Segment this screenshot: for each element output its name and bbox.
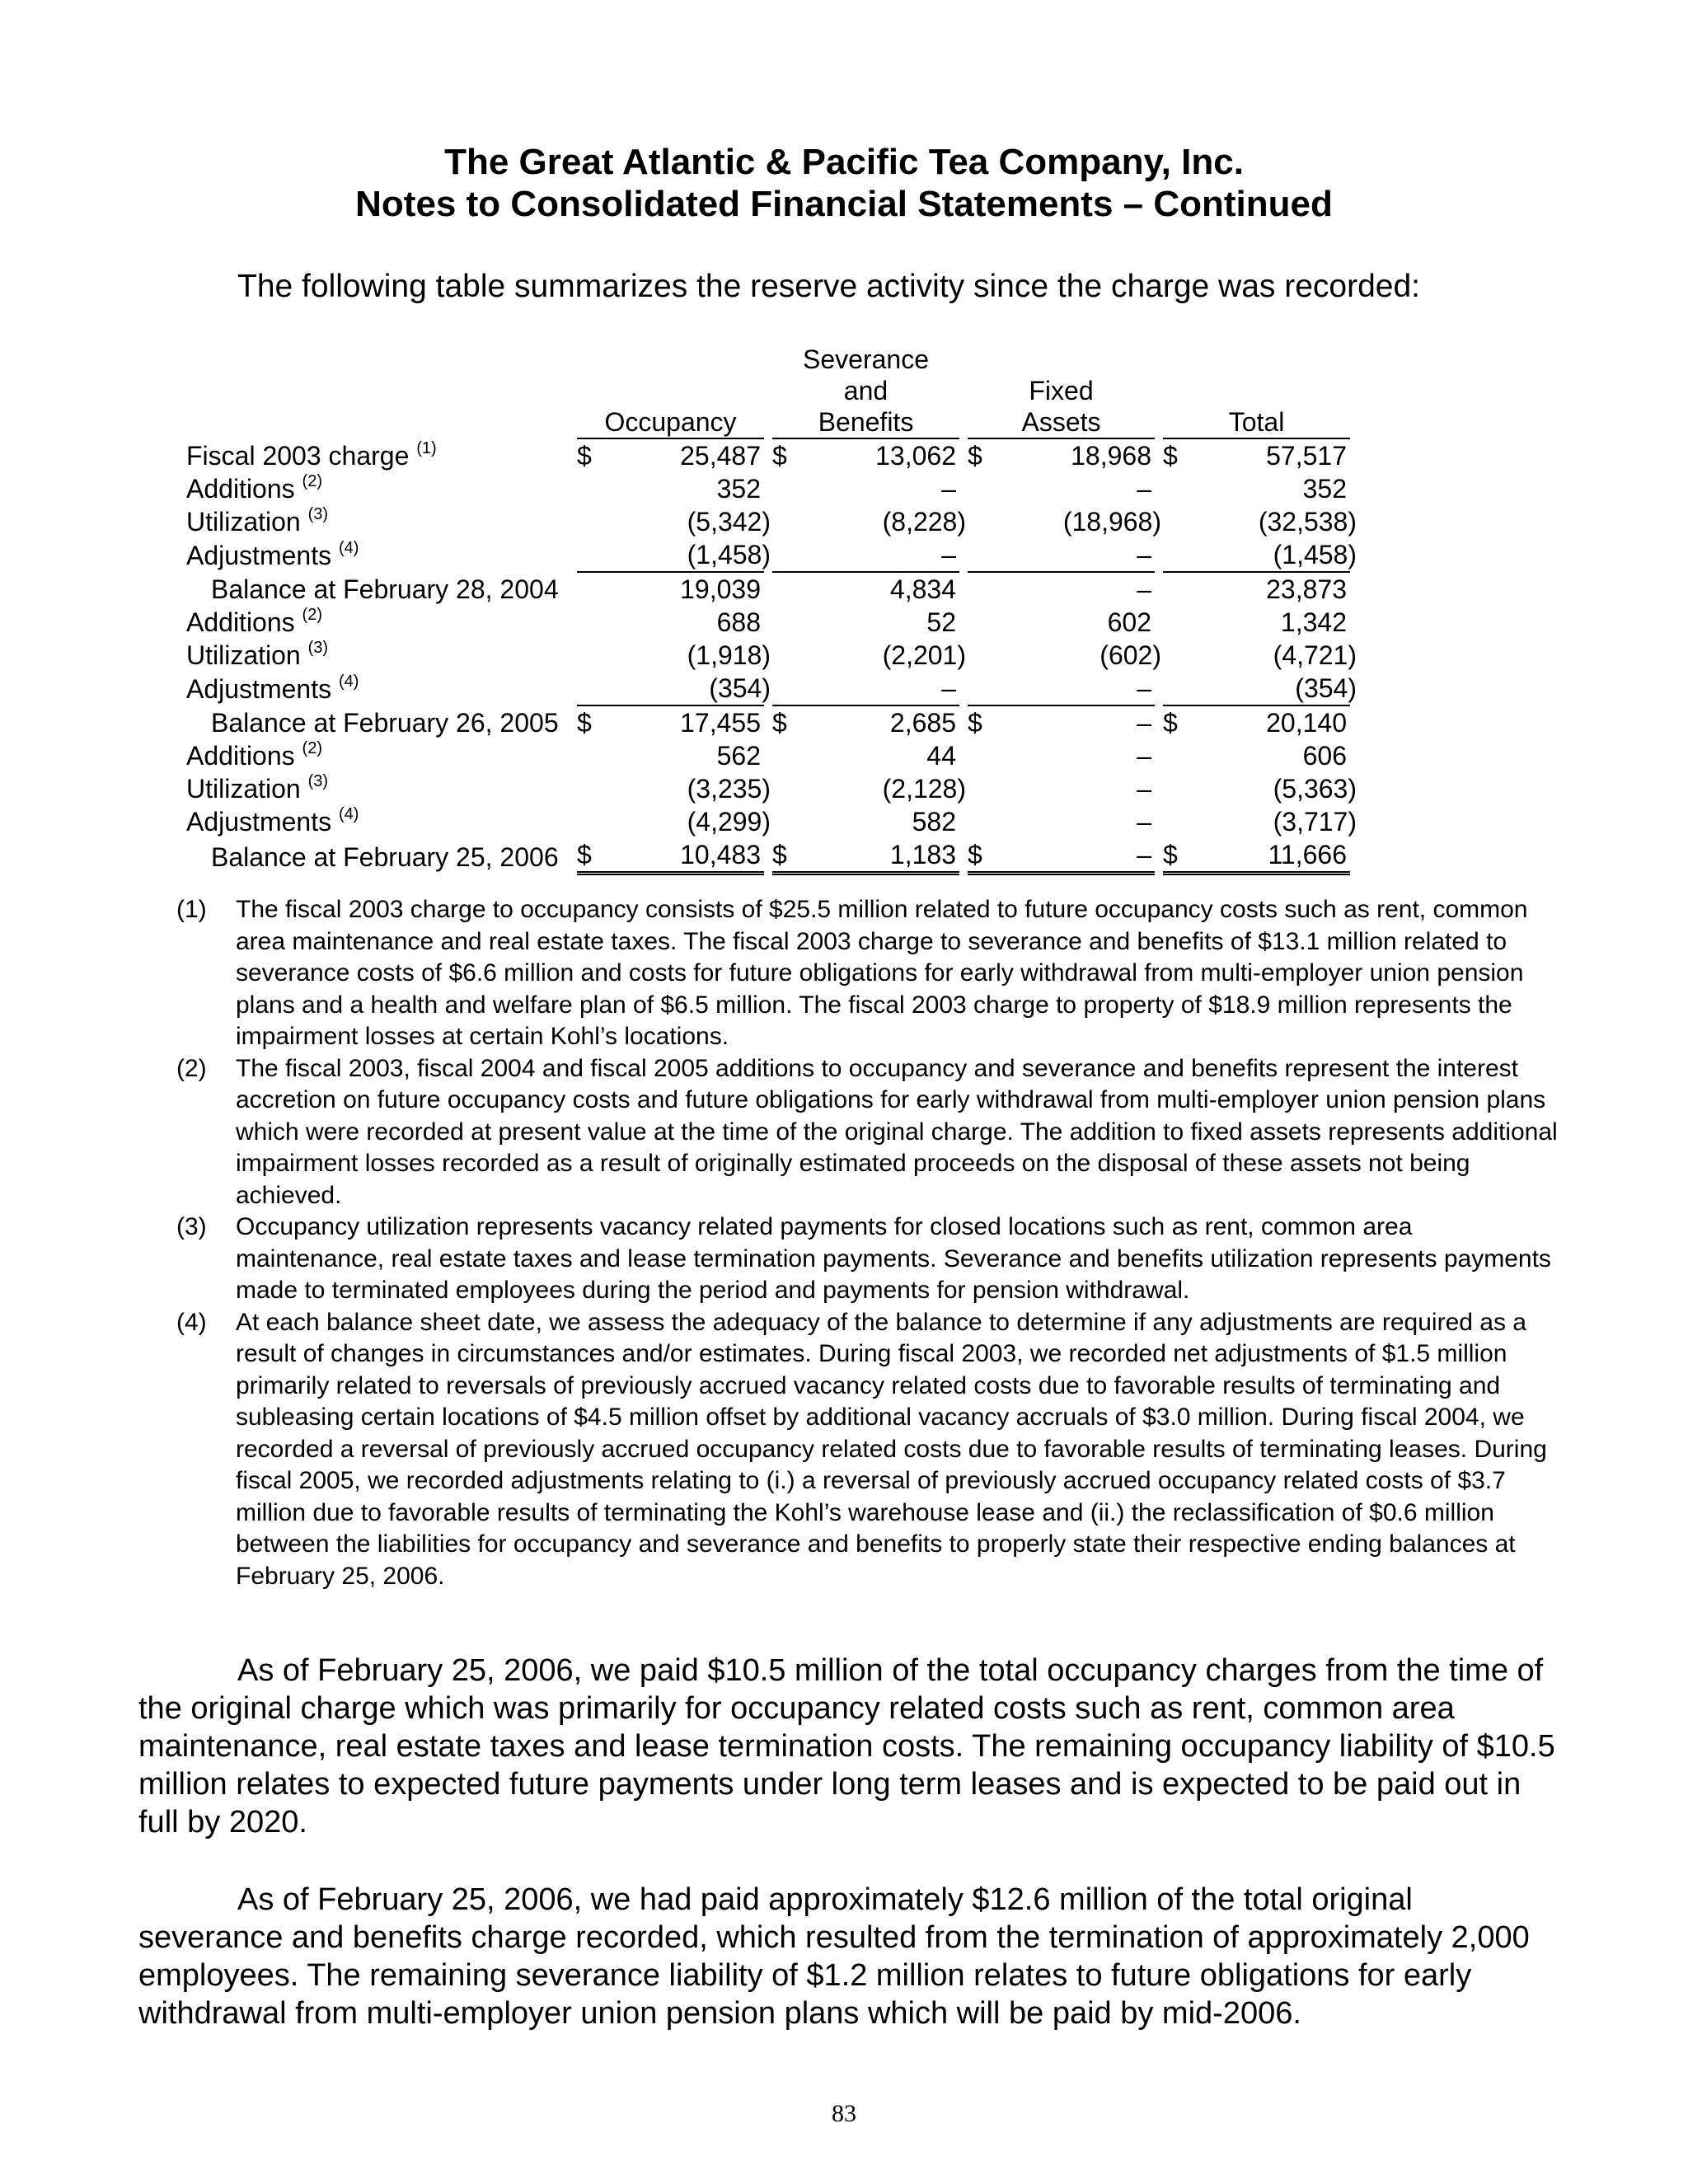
header-assets: Assets: [1021, 407, 1101, 437]
table-row: [186, 438, 1350, 472]
currency-symbol: $: [772, 840, 787, 869]
table-row: [186, 472, 1350, 505]
footnote-text: The fiscal 2003 charge to occupancy consists of $25.5 million related to future occupancy costs such as rent, common area maintenance and real estate taxes. The fiscal 2003 charge to severance and benefits of $13.1 million related to severance costs of $6.6 million and costs for future obligations for early withdrawal from multi-employer union pension plans and a health and welfare plan of $6.5 million. The fiscal 2003 charge to property of $18.9 million represents the impairment losses at certain Kohl’s locations.: [236, 896, 1528, 1050]
row-label: Balance at February 26, 2005: [211, 708, 559, 738]
footnotes: [176, 894, 1561, 1592]
footnote-item: [176, 1307, 1561, 1593]
cell-value: 57,517: [1266, 441, 1347, 471]
footnote-text: The fiscal 2003, fiscal 2004 and fiscal 2005 additions to occupancy and severance and benefits represent the interest accretion on future occupancy costs and future obligations for early withdrawal from multi-employer union pension plans which were recorded at present value at the time of the original charge. The addition to fixed assets represents additional impairment losses recorded as a result of originally estimated proceeds on the disposal of these assets not being achieved.: [236, 1054, 1558, 1209]
footnote-ref: (2): [302, 472, 322, 490]
footnote-text: Occupancy utilization represents vacancy related payments for closed locations such as rent, common area maintenance, real estate taxes and lease termination payments. Severance and benefits utilization represents payments made to terminated employees during the period and payments for pension withdrawal.: [236, 1213, 1551, 1304]
currency-symbol: $: [577, 708, 592, 738]
table-row: [186, 505, 1350, 538]
currency-symbol: $: [772, 708, 787, 738]
table-intro: The following table summarizes the reserve activity since the charge was recorded:: [237, 269, 1420, 304]
table-row: [186, 672, 1350, 705]
table-row: [186, 538, 1350, 572]
footnote-ref: (4): [338, 673, 359, 691]
header-severance-2: and: [843, 376, 889, 405]
currency-symbol: $: [577, 840, 592, 869]
table-row: [186, 739, 1350, 772]
cell-value: –: [941, 673, 956, 703]
header-fixed-1: Fixed: [1029, 376, 1094, 405]
footnote-item: [176, 894, 1561, 1053]
cell-value: –: [1137, 540, 1151, 569]
row-label: Utilization: [186, 507, 301, 537]
row-label: Utilization: [186, 640, 301, 670]
cell-value: –: [1137, 741, 1151, 771]
cell-value: 13,062: [875, 441, 956, 471]
cell-value: –: [1137, 708, 1151, 738]
row-label: Additions: [186, 474, 295, 504]
company-title: The Great Atlantic & Pacific Tea Company, Inc.: [444, 142, 1244, 182]
occupancy-paragraph: As of February 25, 2006, we paid $10.5 million of the total occupancy charges from the time of the original charge which was primarily for occupancy related costs such as rent, common area maintenance, real estate taxes and lease termination costs. The remaining occupancy liability of $10.5 million relates to expected future payments under long term leases and is expected to be paid out in full by 2020.: [138, 1653, 1555, 1840]
cell-value: (1,458): [1273, 540, 1357, 569]
row-label: Utilization: [186, 774, 301, 804]
currency-symbol: $: [1163, 441, 1178, 471]
cell-value: –: [1137, 774, 1151, 804]
currency-symbol: $: [968, 708, 982, 738]
header-occupancy: Occupancy: [604, 407, 737, 437]
cell-value: –: [1137, 840, 1151, 869]
footnote-item: [176, 1212, 1561, 1307]
table-body: [186, 438, 1357, 874]
currency-symbol: $: [968, 441, 982, 471]
cell-value: (1,918): [687, 640, 771, 670]
row-label: Additions: [186, 741, 295, 771]
header-severance-1: Severance: [803, 344, 929, 374]
cell-value: (1,458): [687, 540, 771, 569]
cell-value: (3,235): [687, 774, 771, 804]
row-label: Balance at February 25, 2006: [211, 841, 559, 872]
footnote-marker: (3): [176, 1213, 207, 1240]
footnote-ref: (4): [338, 539, 359, 557]
footnote-ref: (3): [307, 639, 329, 657]
cell-value: (354): [1295, 673, 1357, 703]
row-label: Adjustments: [186, 541, 332, 570]
footnote-ref: (2): [302, 739, 322, 757]
footnote-marker: (4): [176, 1308, 207, 1336]
cell-value: 4,834: [889, 574, 956, 604]
table-row: [186, 705, 1350, 739]
cell-value: 1,183: [889, 840, 956, 869]
cell-value: 688: [716, 607, 761, 637]
cell-value: –: [941, 474, 956, 504]
footnote-ref: (3): [307, 505, 329, 523]
row-label: Adjustments: [186, 807, 332, 837]
footnote-ref: (4): [338, 805, 359, 823]
row-label: Additions: [186, 607, 295, 637]
cell-value: (32,538): [1258, 507, 1357, 537]
footnote-ref: (3): [307, 772, 329, 790]
cell-value: 11,666: [1268, 840, 1347, 869]
cell-value: 10,483: [680, 840, 761, 869]
footnote-marker: (1): [176, 896, 207, 923]
cell-value: 17,455: [680, 708, 761, 738]
table-row: [186, 772, 1350, 805]
cell-value: 23,873: [1266, 574, 1347, 604]
footnote-ref: (2): [302, 606, 322, 624]
cell-value: (3,717): [1273, 807, 1357, 837]
cell-value: 606: [1302, 741, 1347, 771]
reserve-activity-table: [186, 344, 1357, 875]
cell-value: (18,968): [1062, 507, 1161, 537]
cell-value: (4,299): [687, 807, 771, 837]
footnote-text: At each balance sheet date, we assess the adequacy of the balance to determine if any adjustments are required as a result of changes in circumstances and/or estimates. During fiscal 2003, we recorded net adjustments of $1.5 million primarily related to reversals of previously accrued vacancy related costs due to favorable results of terminating and subleasing certain locations of $4.5 million offset by additional vacancy accruals of $3.0 million. During fiscal 2004, we recorded a reversal of previously accrued occupancy related costs due to favorable results of terminating leases. During fiscal 2005, we recorded adjustments relating to (i.) a reversal of previously accrued occupancy related costs of $3.7 million due to favorable results of terminating the Kohl’s warehouse lease and (ii.) the reclassification of $0.6 million between the liabilities for occupancy and severance and benefits to properly state their respective ending balances at February 25, 2006.: [236, 1308, 1547, 1590]
cell-value: –: [1137, 574, 1151, 604]
cell-value: 18,968: [1071, 441, 1151, 471]
footnote-marker: (2): [176, 1054, 207, 1082]
cell-value: –: [1137, 673, 1151, 703]
cell-value: (4,721): [1273, 640, 1357, 670]
table-row: [186, 606, 1350, 639]
cell-value: 52: [926, 607, 956, 637]
cell-value: 352: [716, 474, 761, 504]
currency-symbol: $: [968, 840, 982, 869]
table-row: [186, 572, 1350, 606]
cell-value: 1,342: [1280, 607, 1347, 637]
severance-paragraph: As of February 25, 2006, we had paid approximately $12.6 million of the total original severance and benefits charge recorded, which resulted from the termination of approximately 2,000 employees. The remaining severance liability of $1.2 million relates to future obligations for early withdrawal from multi-employer union pension plans which will be paid by mid-2006.: [138, 1882, 1530, 2031]
cell-value: (602): [1100, 640, 1161, 670]
cell-value: 2,685: [889, 708, 956, 738]
page-number: 83: [832, 2100, 856, 2127]
cell-value: (2,128): [882, 774, 966, 804]
cell-value: 602: [1107, 607, 1151, 637]
currency-symbol: $: [1163, 708, 1178, 738]
cell-value: 25,487: [680, 441, 761, 471]
header-benefits: Benefits: [818, 407, 914, 437]
cell-value: (5,342): [687, 507, 771, 537]
currency-symbol: $: [1163, 840, 1178, 869]
cell-value: (8,228): [882, 507, 966, 537]
currency-symbol: $: [772, 441, 787, 471]
cell-value: 20,140: [1266, 708, 1347, 738]
table-row: [186, 838, 1350, 874]
cell-value: (5,363): [1273, 774, 1357, 804]
currency-symbol: $: [577, 441, 592, 471]
cell-value: –: [1137, 474, 1151, 504]
cell-value: –: [941, 540, 956, 569]
row-label: Fiscal 2003 charge: [186, 441, 410, 471]
cell-value: 582: [912, 807, 956, 837]
cell-value: –: [1137, 807, 1151, 837]
table-row: [186, 639, 1350, 672]
footnote-ref: (1): [416, 439, 437, 457]
cell-value: 44: [926, 741, 956, 771]
footnote-item: [176, 1053, 1561, 1212]
cell-value: 352: [1302, 474, 1347, 504]
cell-value: 19,039: [680, 574, 761, 604]
row-label: Adjustments: [186, 674, 332, 704]
cell-value: (354): [709, 673, 771, 703]
cell-value: 562: [716, 741, 761, 771]
header-total: Total: [1228, 407, 1285, 437]
section-title: Notes to Consolidated Financial Statements – Continued: [355, 184, 1333, 224]
cell-value: (2,201): [882, 640, 966, 670]
row-label: Balance at February 28, 2004: [211, 574, 559, 604]
table-row: [186, 805, 1350, 838]
